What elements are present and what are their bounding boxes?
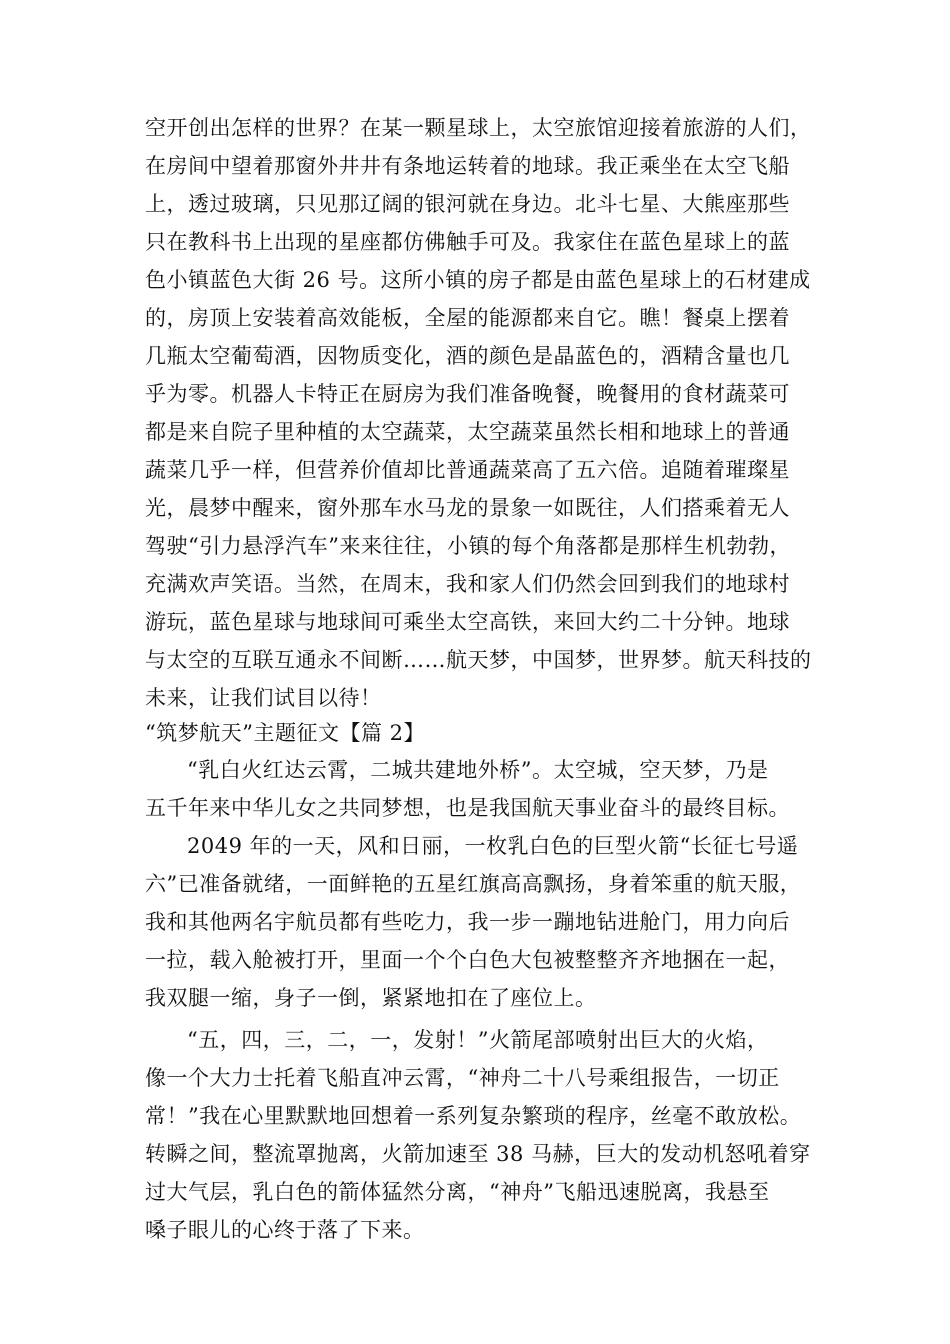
paragraph-4-line: 常！”我在心里默默地回想着一系列复杂繁琐的程序，丝毫不敢放松。 [145, 1104, 802, 1128]
paragraph-3-line: 一拉，载入舱被打开，里面一个个白色大包被整整齐齐地捆在一起， [145, 948, 790, 972]
paragraph-1-line: 几瓶太空葡萄酒，因物质变化，酒的颜色是晶蓝色的，酒精含量也几 [145, 344, 790, 368]
paragraph-1-line: 只在教科书上出现的星座都仿佛触手可及。我家住在蓝色星球上的蓝 [145, 230, 790, 254]
paragraph-2-line: “乳白火红达云霄，二城共建地外桥”。太空城，空天梦，乃是 [187, 758, 769, 782]
paragraph-1-line: 乎为零。机器人卡特正在厨房为我们准备晚餐，晚餐用的食材蔬菜可 [145, 382, 790, 406]
paragraph-4-line: “五，四，三，二，一，发射！”火箭尾部喷射出巨大的火焰， [187, 1028, 769, 1052]
paragraph-1-line: 驾驶“引力悬浮汽车”来来往往，小镇的每个角落都是那样生机勃勃， [145, 534, 791, 558]
paragraph-1-line: 与太空的互联互通永不间断……航天梦，中国梦，世界梦。航天科技的 [145, 648, 812, 672]
paragraph-1-line: 上，透过玻璃，只见那辽阔的银河就在身边。北斗七星、大熊座那些 [145, 192, 790, 216]
paragraph-1-line: 充满欢声笑语。当然，在周末，我和家人们仍然会回到我们的地球村 [145, 572, 790, 596]
paragraph-3-line: 六”已准备就绪，一面鲜艳的五星红旗高高飘扬，身着笨重的航天服， [145, 872, 802, 896]
paragraph-3-line: 我双腿一缩，身子一倒，紧紧地扣在了座位上。 [145, 986, 597, 1010]
paragraph-4-line: 过大气层，乳白色的箭体猛然分离，“神舟”飞船迅速脱离，我悬至 [145, 1180, 770, 1204]
paragraph-1-line: 都是来自院子里种植的太空蔬菜，太空蔬菜虽然长相和地球上的普通 [145, 420, 790, 444]
paragraph-1-line: 蔬菜几乎一样，但营养价值却比普通蔬菜高了五六倍。追随着璀璨星 [145, 458, 790, 482]
section-title: “筑梦航天”主题征文【篇 2】 [145, 721, 426, 745]
paragraph-3-line: 2049 年的一天，风和日丽，一枚乳白色的巨型火箭“长征七号遥 [187, 834, 799, 858]
paragraph-3-line: 我和其他两名宇航员都有些吃力，我一步一蹦地钻进舱门，用力向后 [145, 910, 790, 934]
paragraph-1-line: 未来，让我们试目以待！ [145, 686, 382, 710]
paragraph-1-line: 空开创出怎样的世界？在某一颗星球上，太空旅馆迎接着旅游的人们， [145, 116, 812, 140]
paragraph-1-line: 游玩，蓝色星球与地球间可乘坐太空高铁，来回大约二十分钟。地球 [145, 610, 790, 634]
paragraph-4-line: 转瞬之间，整流罩抛离，火箭加速至 38 马赫，巨大的发动机怒吼着穿 [145, 1142, 811, 1166]
paragraph-2-line: 五千年来中华儿女之共同梦想，也是我国航天事业奋斗的最终目标。 [145, 796, 790, 820]
paragraph-1-line: 在房间中望着那窗外井井有条地运转着的地球。我正乘坐在太空飞船 [145, 154, 790, 178]
paragraph-1-line: 色小镇蓝色大街 26 号。这所小镇的房子都是由蓝色星球上的石材建成 [145, 268, 811, 292]
paragraph-1-line: 光，晨梦中醒来，窗外那车水马龙的景象一如既往，人们搭乘着无人 [145, 496, 790, 520]
paragraph-1-line: 的，房顶上安装着高效能板，全屋的能源都来自它。瞧！餐桌上摆着 [145, 306, 790, 330]
paragraph-4-line: 像一个大力士托着飞船直冲云霄，“神舟二十八号乘组报告，一切正 [145, 1066, 780, 1090]
paragraph-4-line: 嗓子眼儿的心终于落了下来。 [145, 1218, 425, 1242]
